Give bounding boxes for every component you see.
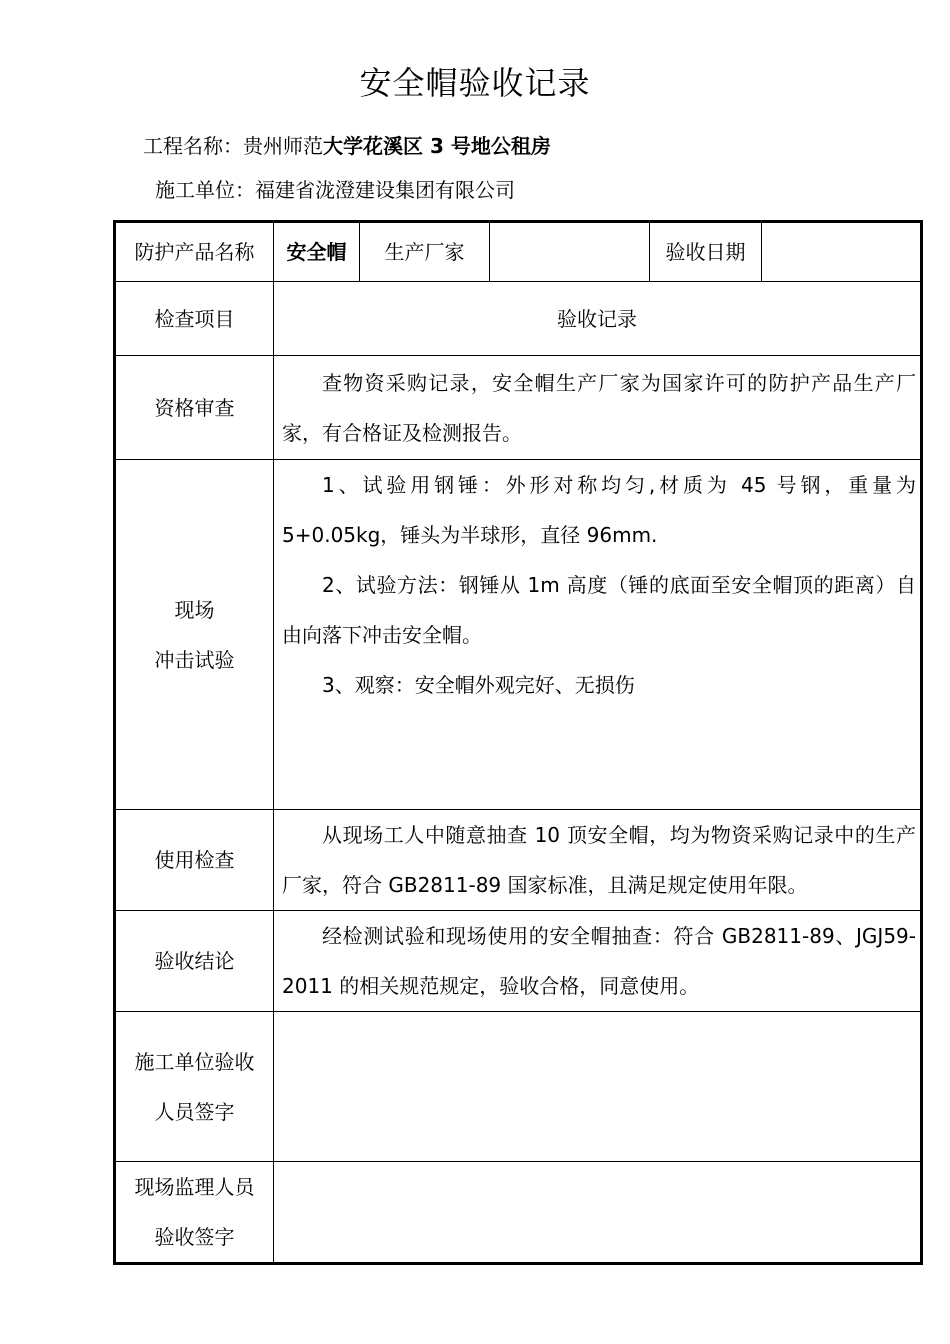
project-name-label: 工程名称： (143, 134, 243, 158)
contractor-signature-label-line1: 施工单位验收 (134, 1049, 255, 1074)
contractor-signature-row (115, 1012, 922, 1162)
impact-test-label (115, 460, 274, 810)
product-name-label: 防护产品名称 (115, 222, 274, 282)
manufacturer-value (490, 222, 650, 282)
inspection-table (113, 220, 923, 1265)
project-name-value-part2: 大学花溪区 3 号地公租房 (323, 134, 551, 158)
conclusion-record (274, 911, 922, 1012)
acceptance-record-header: 验收记录 (274, 282, 922, 356)
impact-test-record (274, 460, 922, 810)
impact-test-row (115, 460, 922, 810)
usage-check-text: 从现场工人中随意抽查 10 顶安全帽，均为物资采购记录中的生产厂家，符合 GB2811-89 国家标准，且满足规定使用年限。 (282, 823, 916, 897)
supervisor-signature-label-line2: 验收签字 (154, 1225, 235, 1249)
contractor-signature-field[interactable] (274, 1012, 922, 1162)
acceptance-date-value (762, 222, 922, 282)
impact-test-paragraph-1: 1、试验用钢锤：外形对称均匀,材质为 45 号钢，重量为 5+0.05kg，锤头为半球形，直径 96mm. (282, 473, 916, 547)
conclusion-row (115, 911, 922, 1012)
usage-check-label: 使用检查 (115, 810, 274, 911)
header-info-row (115, 222, 922, 282)
column-header-row (115, 282, 922, 356)
page-title: 安全帽验收记录 (359, 64, 591, 102)
conclusion-label: 验收结论 (115, 911, 274, 1012)
supervisor-signature-field[interactable] (274, 1162, 922, 1264)
manufacturer-label: 生产厂家 (360, 222, 490, 282)
impact-test-paragraph-3: 3、观察：安全帽外观完好、无损伤 (322, 673, 635, 697)
qualification-row (115, 356, 922, 460)
supervisor-signature-row (115, 1162, 922, 1264)
acceptance-date-label: 验收日期 (650, 222, 762, 282)
contractor-signature-label-line2: 人员签字 (154, 1099, 235, 1124)
construction-unit-line (155, 174, 515, 203)
construction-unit-label: 施工单位： (155, 178, 255, 202)
supervisor-signature-label (115, 1162, 274, 1264)
impact-test-label-line2: 冲击试验 (154, 647, 235, 672)
usage-check-row (115, 810, 922, 911)
project-name-line (143, 130, 551, 159)
impact-test-label-line1: 现场 (174, 597, 215, 622)
contractor-signature-label (115, 1012, 274, 1162)
qualification-label: 资格审查 (115, 356, 274, 460)
usage-check-record (274, 810, 922, 911)
impact-test-paragraph-2: 2、试验方法：钢锤从 1m 高度（锤的底面至安全帽顶的距离）自由向落下冲击安全帽。 (282, 573, 916, 647)
supervisor-signature-label-line1: 现场监理人员 (134, 1175, 255, 1199)
project-name-value-part1: 贵州师范 (243, 134, 323, 158)
qualification-text: 查物资采购记录，安全帽生产厂家为国家许可的防护产品生产厂家，有合格证及检测报告。 (282, 370, 916, 445)
product-name-value: 安全帽 (274, 222, 360, 282)
inspection-item-header: 检查项目 (115, 282, 274, 356)
conclusion-text: 经检测试验和现场使用的安全帽抽查：符合 GB2811-89、JGJ59-2011 的相关规范规定，验收合格，同意使用。 (282, 924, 916, 998)
construction-unit-value: 福建省泷澄建设集团有限公司 (255, 178, 515, 202)
qualification-record (274, 356, 922, 460)
